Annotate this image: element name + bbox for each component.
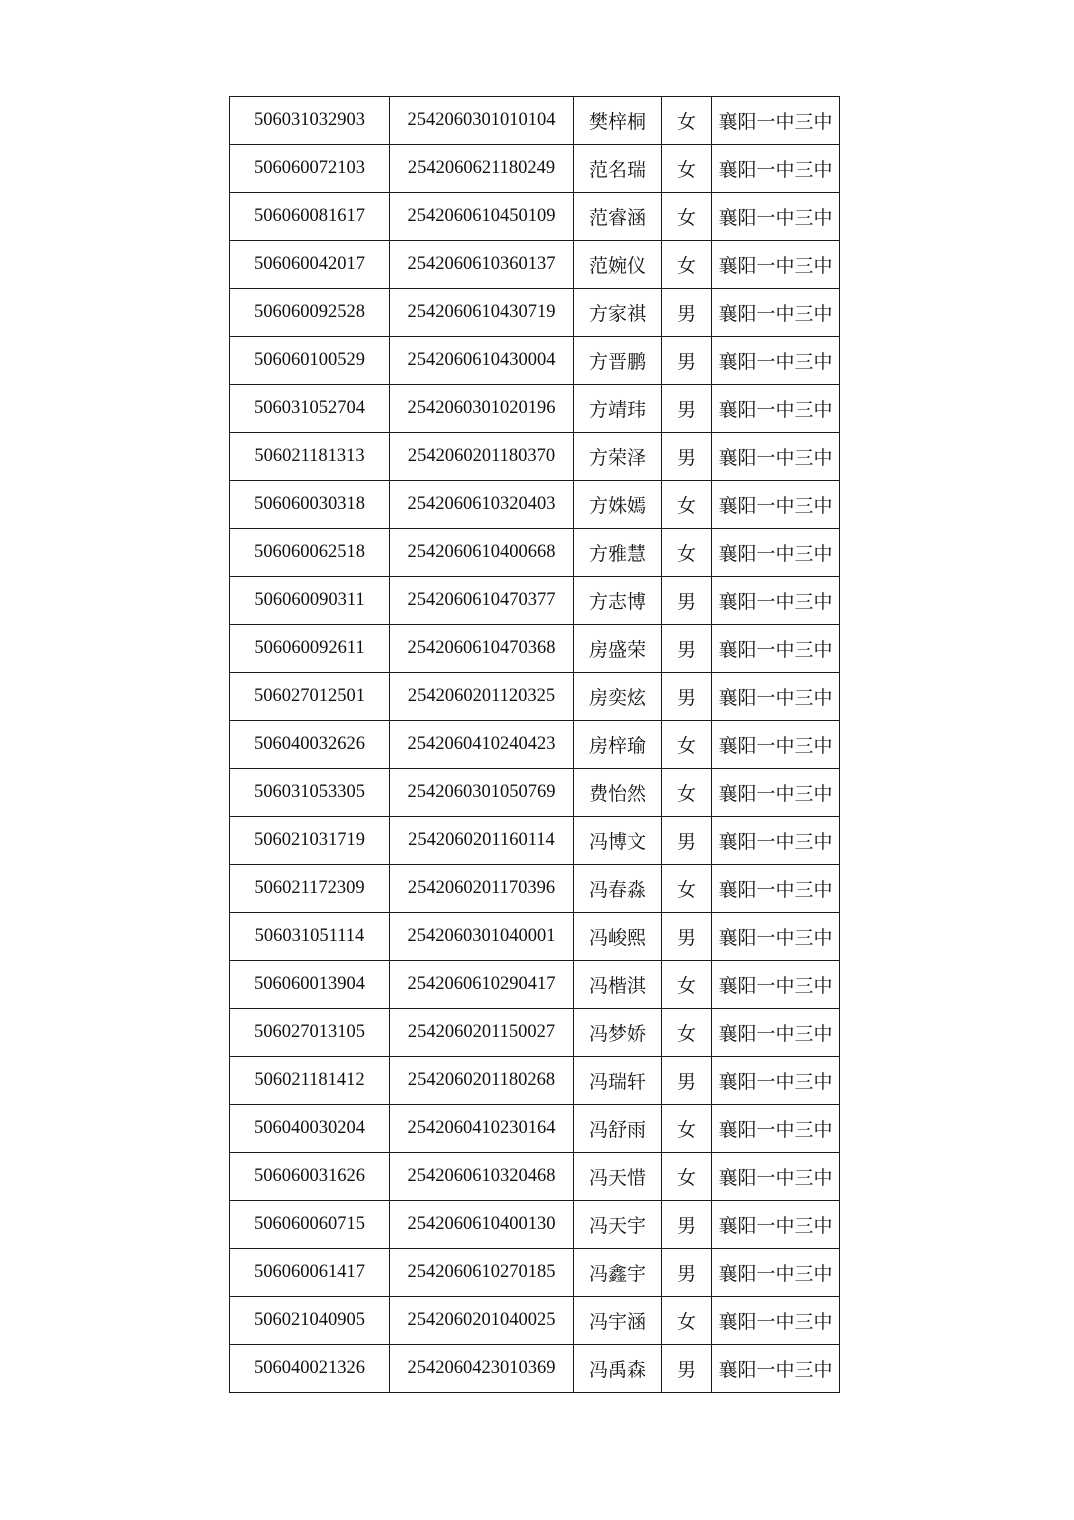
- name-cell: 方荣泽: [574, 433, 662, 481]
- exam-number-cell: 2542060201180370: [390, 433, 574, 481]
- registration-number-cell: 506060072103: [230, 145, 390, 193]
- name-cell: 冯博文: [574, 817, 662, 865]
- registration-number-cell: 506040030204: [230, 1105, 390, 1153]
- school-cell: 襄阳一中三中: [712, 385, 840, 433]
- registration-number-cell: 506060090311: [230, 577, 390, 625]
- table-row: [230, 97, 840, 145]
- table-row: [230, 769, 840, 817]
- table-row: [230, 241, 840, 289]
- school-cell: 襄阳一中三中: [712, 1153, 840, 1201]
- table-row: [230, 721, 840, 769]
- table-row: [230, 817, 840, 865]
- exam-number-cell: 2542060201040025: [390, 1297, 574, 1345]
- exam-number-cell: 2542060423010369: [390, 1345, 574, 1393]
- school-cell: 襄阳一中三中: [712, 433, 840, 481]
- table-row: [230, 1297, 840, 1345]
- registration-number-cell: 506060060715: [230, 1201, 390, 1249]
- exam-number-cell: 2542060610400668: [390, 529, 574, 577]
- exam-number-cell: 2542060201120325: [390, 673, 574, 721]
- name-cell: 冯舒雨: [574, 1105, 662, 1153]
- school-cell: 襄阳一中三中: [712, 1057, 840, 1105]
- gender-cell: 男: [662, 577, 712, 625]
- school-cell: 襄阳一中三中: [712, 721, 840, 769]
- gender-cell: 男: [662, 337, 712, 385]
- school-cell: 襄阳一中三中: [712, 193, 840, 241]
- gender-cell: 女: [662, 721, 712, 769]
- gender-cell: 男: [662, 289, 712, 337]
- school-cell: 襄阳一中三中: [712, 289, 840, 337]
- registration-number-cell: 506027012501: [230, 673, 390, 721]
- name-cell: 房盛荣: [574, 625, 662, 673]
- registration-number-cell: 506060042017: [230, 241, 390, 289]
- name-cell: 房梓瑜: [574, 721, 662, 769]
- exam-number-cell: 2542060201170396: [390, 865, 574, 913]
- name-cell: 冯楷淇: [574, 961, 662, 1009]
- name-cell: 冯鑫宇: [574, 1249, 662, 1297]
- registration-number-cell: 506060061417: [230, 1249, 390, 1297]
- school-cell: 襄阳一中三中: [712, 1009, 840, 1057]
- exam-number-cell: 2542060610320468: [390, 1153, 574, 1201]
- gender-cell: 男: [662, 625, 712, 673]
- gender-cell: 男: [662, 1249, 712, 1297]
- exam-number-cell: 2542060301050769: [390, 769, 574, 817]
- gender-cell: 女: [662, 97, 712, 145]
- name-cell: 冯峻熙: [574, 913, 662, 961]
- school-cell: 襄阳一中三中: [712, 865, 840, 913]
- registration-number-cell: 506021172309: [230, 865, 390, 913]
- table-row: [230, 865, 840, 913]
- table-row: [230, 433, 840, 481]
- exam-number-cell: 2542060610290417: [390, 961, 574, 1009]
- registration-number-cell: 506031051114: [230, 913, 390, 961]
- name-cell: 方靖玮: [574, 385, 662, 433]
- registration-number-cell: 506060100529: [230, 337, 390, 385]
- table-row: [230, 337, 840, 385]
- name-cell: 方家祺: [574, 289, 662, 337]
- table-row: [230, 913, 840, 961]
- school-cell: 襄阳一中三中: [712, 673, 840, 721]
- school-cell: 襄阳一中三中: [712, 1201, 840, 1249]
- school-cell: 襄阳一中三中: [712, 817, 840, 865]
- table-row: [230, 145, 840, 193]
- registration-number-cell: 506021040905: [230, 1297, 390, 1345]
- exam-number-cell: 2542060610270185: [390, 1249, 574, 1297]
- gender-cell: 女: [662, 1009, 712, 1057]
- table-row: [230, 1009, 840, 1057]
- registration-number-cell: 506060013904: [230, 961, 390, 1009]
- gender-cell: 男: [662, 433, 712, 481]
- exam-number-cell: 2542060201150027: [390, 1009, 574, 1057]
- table-row: [230, 1153, 840, 1201]
- gender-cell: 女: [662, 865, 712, 913]
- name-cell: 方晋鹏: [574, 337, 662, 385]
- name-cell: 冯梦娇: [574, 1009, 662, 1057]
- table-row: [230, 625, 840, 673]
- exam-number-cell: 2542060301040001: [390, 913, 574, 961]
- exam-number-cell: 2542060610430004: [390, 337, 574, 385]
- gender-cell: 男: [662, 673, 712, 721]
- table-row: [230, 577, 840, 625]
- gender-cell: 男: [662, 385, 712, 433]
- name-cell: 冯瑞轩: [574, 1057, 662, 1105]
- table-row: [230, 1345, 840, 1393]
- table-row: [230, 961, 840, 1009]
- school-cell: 襄阳一中三中: [712, 769, 840, 817]
- name-cell: 范睿涵: [574, 193, 662, 241]
- name-cell: 费怡然: [574, 769, 662, 817]
- registration-number-cell: 506040021326: [230, 1345, 390, 1393]
- gender-cell: 男: [662, 1057, 712, 1105]
- exam-number-cell: 2542060410240423: [390, 721, 574, 769]
- table-row: [230, 481, 840, 529]
- name-cell: 房奕炫: [574, 673, 662, 721]
- gender-cell: 女: [662, 529, 712, 577]
- registration-number-cell: 506031032903: [230, 97, 390, 145]
- name-cell: 范名瑞: [574, 145, 662, 193]
- registration-number-cell: 506021181412: [230, 1057, 390, 1105]
- table-row: [230, 385, 840, 433]
- exam-number-cell: 2542060621180249: [390, 145, 574, 193]
- registration-number-cell: 506060030318: [230, 481, 390, 529]
- gender-cell: 男: [662, 817, 712, 865]
- exam-number-cell: 2542060610360137: [390, 241, 574, 289]
- name-cell: 冯天惜: [574, 1153, 662, 1201]
- registration-number-cell: 506021031719: [230, 817, 390, 865]
- school-cell: 襄阳一中三中: [712, 241, 840, 289]
- table-row: [230, 193, 840, 241]
- registration-number-cell: 506060092611: [230, 625, 390, 673]
- registration-number-cell: 506060031626: [230, 1153, 390, 1201]
- registration-number-cell: 506040032626: [230, 721, 390, 769]
- gender-cell: 女: [662, 1297, 712, 1345]
- exam-number-cell: 2542060610470377: [390, 577, 574, 625]
- gender-cell: 男: [662, 913, 712, 961]
- table-row: [230, 1201, 840, 1249]
- table-row: [230, 1105, 840, 1153]
- school-cell: 襄阳一中三中: [712, 961, 840, 1009]
- table-row: [230, 673, 840, 721]
- gender-cell: 女: [662, 1105, 712, 1153]
- exam-number-cell: 2542060301010104: [390, 97, 574, 145]
- name-cell: 范婉仪: [574, 241, 662, 289]
- school-cell: 襄阳一中三中: [712, 913, 840, 961]
- name-cell: 樊梓桐: [574, 97, 662, 145]
- registration-number-cell: 506031052704: [230, 385, 390, 433]
- exam-number-cell: 2542060301020196: [390, 385, 574, 433]
- school-cell: 襄阳一中三中: [712, 625, 840, 673]
- gender-cell: 女: [662, 481, 712, 529]
- gender-cell: 女: [662, 769, 712, 817]
- registration-number-cell: 506031053305: [230, 769, 390, 817]
- exam-number-cell: 2542060410230164: [390, 1105, 574, 1153]
- school-cell: 襄阳一中三中: [712, 577, 840, 625]
- exam-number-cell: 2542060610450109: [390, 193, 574, 241]
- gender-cell: 男: [662, 1345, 712, 1393]
- name-cell: 冯禹森: [574, 1345, 662, 1393]
- registration-number-cell: 506021181313: [230, 433, 390, 481]
- registration-number-cell: 506060062518: [230, 529, 390, 577]
- table-row: [230, 1057, 840, 1105]
- registration-number-cell: 506060081617: [230, 193, 390, 241]
- name-cell: 冯春淼: [574, 865, 662, 913]
- school-cell: 襄阳一中三中: [712, 337, 840, 385]
- gender-cell: 女: [662, 193, 712, 241]
- gender-cell: 女: [662, 1153, 712, 1201]
- school-cell: 襄阳一中三中: [712, 97, 840, 145]
- name-cell: 方志博: [574, 577, 662, 625]
- name-cell: 方雅慧: [574, 529, 662, 577]
- registration-number-cell: 506027013105: [230, 1009, 390, 1057]
- school-cell: 襄阳一中三中: [712, 1105, 840, 1153]
- gender-cell: 女: [662, 241, 712, 289]
- gender-cell: 女: [662, 145, 712, 193]
- school-cell: 襄阳一中三中: [712, 529, 840, 577]
- school-cell: 襄阳一中三中: [712, 1345, 840, 1393]
- table-row: [230, 529, 840, 577]
- school-cell: 襄阳一中三中: [712, 1297, 840, 1345]
- school-cell: 襄阳一中三中: [712, 481, 840, 529]
- table-row: [230, 1249, 840, 1297]
- exam-number-cell: 2542060610320403: [390, 481, 574, 529]
- school-cell: 襄阳一中三中: [712, 145, 840, 193]
- registration-number-cell: 506060092528: [230, 289, 390, 337]
- student-list-table: [229, 96, 840, 1393]
- exam-number-cell: 2542060201180268: [390, 1057, 574, 1105]
- gender-cell: 女: [662, 961, 712, 1009]
- name-cell: 方姝嫣: [574, 481, 662, 529]
- name-cell: 冯天宇: [574, 1201, 662, 1249]
- table-row: [230, 289, 840, 337]
- exam-number-cell: 2542060610470368: [390, 625, 574, 673]
- table-body: [230, 97, 840, 1393]
- school-cell: 襄阳一中三中: [712, 1249, 840, 1297]
- gender-cell: 男: [662, 1201, 712, 1249]
- exam-number-cell: 2542060610400130: [390, 1201, 574, 1249]
- exam-number-cell: 2542060201160114: [390, 817, 574, 865]
- name-cell: 冯宇涵: [574, 1297, 662, 1345]
- exam-number-cell: 2542060610430719: [390, 289, 574, 337]
